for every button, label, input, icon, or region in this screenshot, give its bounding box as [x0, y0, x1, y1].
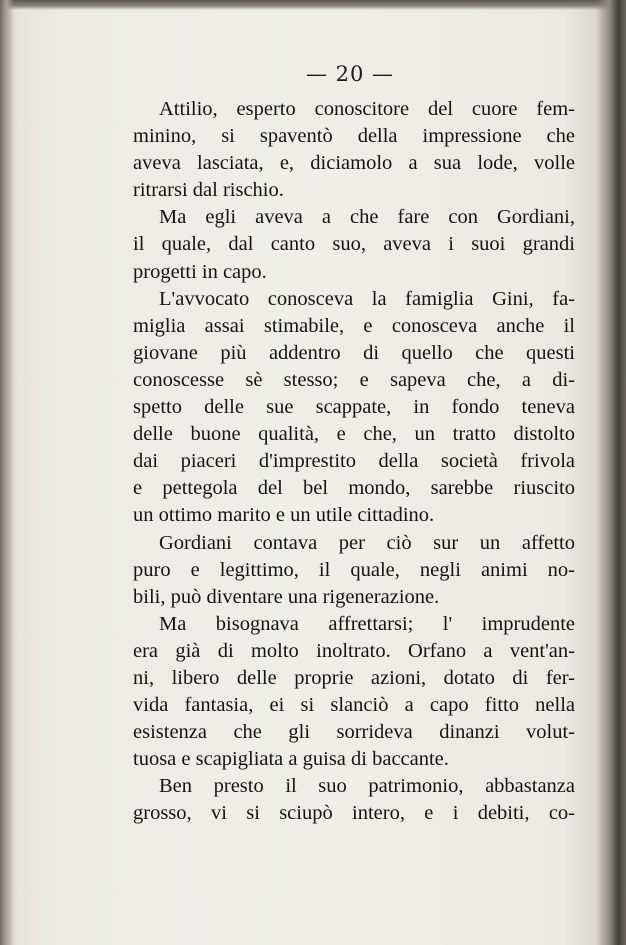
text-line: progetti in capo. — [133, 260, 267, 283]
body-text — [133, 96, 575, 828]
text-line: miglia assai stimabile, e conosceva anche il — [133, 314, 575, 337]
text-line: Gordiani contava per ciò sur un affetto — [159, 531, 575, 554]
text-line: un ottimo marito e un utile cittadino. — [133, 504, 435, 527]
text-line: Ma egli aveva a che fare con Gordiani, — [159, 206, 575, 229]
text-line: il quale, dal canto suo, aveva i suoi grandi — [133, 233, 575, 256]
text-line: giovane più addentro di quello che questi — [133, 341, 575, 364]
text-line: delle buone qualità, e che, un tratto distolto — [133, 423, 575, 446]
text-line: ni, libero delle proprie azioni, dotato di fer- — [133, 666, 575, 689]
text-line: ritrarsi dal rischio. — [133, 179, 284, 202]
text-line: minino, si spaventò della impressione che — [133, 125, 575, 148]
page-number: — 20 — — [305, 62, 395, 86]
text-line: Ma bisognava affrettarsi; l' imprudente — [159, 612, 575, 635]
page-right-edge — [596, 0, 626, 945]
text-line: Ben presto il suo patrimonio, abbastanza — [159, 775, 575, 798]
text-line: esistenza che gli sorrideva dinanzi volut- — [133, 721, 575, 744]
text-line: puro e legittimo, il quale, negli animi no- — [133, 558, 575, 581]
text-line: L'avvocato conosceva la famiglia Gini, fa- — [159, 287, 575, 310]
text-line: dai piaceri d'imprestito della società frivola — [133, 450, 575, 473]
text-line: grosso, vi si sciupò intero, e i debiti, co- — [133, 802, 575, 825]
text-line: Attilio, esperto conoscitore del cuore fem- — [159, 98, 575, 120]
text-line: e pettegola del bel mondo, sarebbe riuscito — [133, 477, 575, 500]
text-line: bili, può diventare una rigenerazione. — [133, 585, 440, 608]
text-line: tuosa e scapigliata a guisa di baccante. — [133, 748, 449, 771]
text-line: era già di molto inoltrato. Orfano a vent'an- — [133, 639, 575, 662]
text-line: conoscesse sè stesso; e sapeva che, a di- — [133, 368, 575, 391]
text-line: aveva lasciata, e, diciamolo a sua lode, volle — [133, 152, 575, 175]
page-top-edge — [0, 0, 626, 10]
text-line: vida fantasia, ei si slanciò a capo fitto nella — [133, 694, 575, 717]
text-line: spetto delle sue scappate, in fondo teneva — [133, 396, 575, 419]
page-left-edge — [0, 0, 14, 945]
